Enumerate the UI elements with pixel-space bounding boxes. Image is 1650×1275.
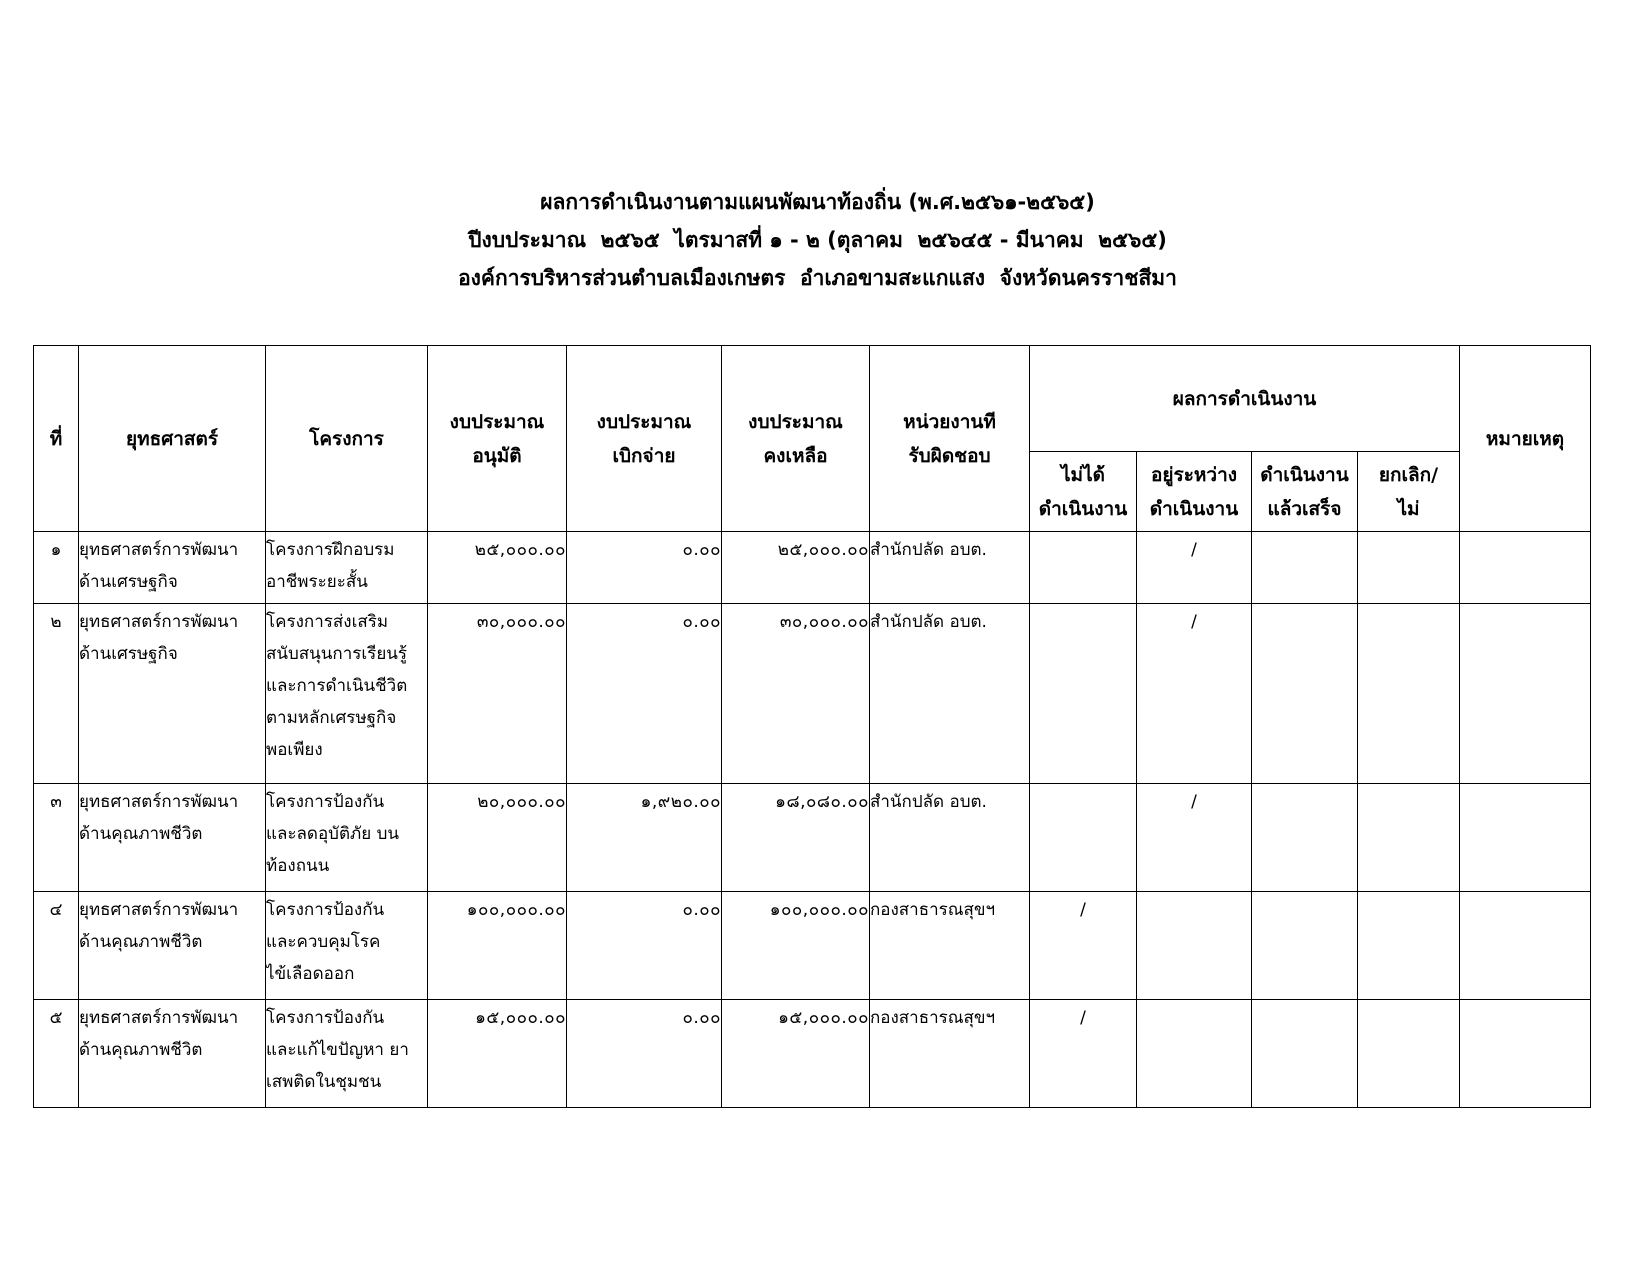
cell-disbursed: ๑,๙๒๐.๐๐ [567,784,722,892]
cell-remaining: ๑๕,๐๐๐.๐๐ [722,1000,870,1108]
header-approved-budget: งบประมาณ อนุมัติ [428,346,567,532]
table-row [34,532,1591,604]
table-row [34,604,1591,784]
cell-disbursed: ๐.๐๐ [567,532,722,604]
header-remaining-budget: งบประมาณ คงเหลือ [722,346,870,532]
cell-cancelled [1358,532,1460,604]
table-row [34,1000,1591,1108]
cell-not-done: / [1030,892,1137,1000]
cell-disbursed: ๐.๐๐ [567,604,722,784]
title-line-3: องค์การบริหารส่วนตำบลเมืองเกษตร อำเภอขามสะแกแสง จังหวัดนครราชสีมา [458,266,1177,290]
cell-remark [1460,784,1591,892]
cell-disbursed: ๐.๐๐ [567,892,722,1000]
cell-project: โครงการส่งเสริม สนับสนุนการเรียนรู้ และการดำเนินชีวิต ตามหลักเศรษฐกิจ พอเพียง [266,604,428,784]
cell-cancelled [1358,892,1460,1000]
cell-project: โครงการป้องกัน และลดอุบัติภัย บน ท้องถนน [266,784,428,892]
title-line-1: ผลการดำเนินงานตามแผนพัฒนาท้องถิ่น (พ.ศ.๒๕๖๑-๒๕๖๕) [540,190,1095,214]
cell-completed [1252,1000,1358,1108]
header-cancelled: ยกเลิก/ ไม่ [1358,452,1460,532]
cell-in-progress [1137,892,1252,1000]
cell-project: โครงการฝึกอบรม อาชีพระยะสั้น [266,532,428,604]
cell-remark [1460,604,1591,784]
cell-no: ๓ [34,784,79,892]
header-not-done: ไม่ได้ ดำเนินงาน [1030,452,1137,532]
cell-no: ๕ [34,1000,79,1108]
cell-not-done [1030,604,1137,784]
header-in-progress: อยู่ระหว่าง ดำเนินงาน [1137,452,1252,532]
cell-unit: กองสาธารณสุขฯ [870,1000,1030,1108]
title-line-2: ปีงบประมาณ ๒๕๖๕ ไตรมาสที่ ๑ - ๒ (ตุลาคม ๒๕๖๔๕ - มีนาคม ๒๕๖๕) [468,228,1167,252]
cell-unit: สำนักปลัด อบต. [870,784,1030,892]
cell-no: ๔ [34,892,79,1000]
cell-unit: กองสาธารณสุขฯ [870,892,1030,1000]
cell-completed [1252,532,1358,604]
cell-completed [1252,604,1358,784]
cell-unit: สำนักปลัด อบต. [870,532,1030,604]
cell-disbursed: ๐.๐๐ [567,1000,722,1108]
cell-completed [1252,784,1358,892]
cell-remaining: ๒๕,๐๐๐.๐๐ [722,532,870,604]
cell-remark [1460,892,1591,1000]
header-completed: ดำเนินงาน แล้วเสร็จ [1252,452,1358,532]
cell-project: โครงการป้องกัน และแก้ไขปัญหา ยา เสพติดในชุมชน [266,1000,428,1108]
cell-no: ๒ [34,604,79,784]
cell-completed [1252,892,1358,1000]
cell-remark [1460,532,1591,604]
cell-in-progress: / [1137,784,1252,892]
cell-unit: สำนักปลัด อบต. [870,604,1030,784]
cell-remaining: ๑๘,๐๘๐.๐๐ [722,784,870,892]
table-row [34,784,1591,892]
cell-approved: ๒๐,๐๐๐.๐๐ [428,784,567,892]
results-table [33,345,1591,1108]
cell-not-done [1030,784,1137,892]
header-no: ที่ [34,346,79,532]
cell-approved: ๓๐,๐๐๐.๐๐ [428,604,567,784]
cell-cancelled [1358,784,1460,892]
cell-cancelled [1358,604,1460,784]
cell-cancelled [1358,1000,1460,1108]
table-header [34,346,1591,532]
cell-remaining: ๓๐,๐๐๐.๐๐ [722,604,870,784]
report-title [0,183,1635,297]
header-strategy: ยุทธศาสตร์ [79,346,266,532]
cell-not-done [1030,532,1137,604]
header-project: โครงการ [266,346,428,532]
cell-remark [1460,1000,1591,1108]
cell-not-done: / [1030,1000,1137,1108]
cell-approved: ๑๐๐,๐๐๐.๐๐ [428,892,567,1000]
cell-approved: ๑๕,๐๐๐.๐๐ [428,1000,567,1108]
cell-remaining: ๑๐๐,๐๐๐.๐๐ [722,892,870,1000]
table-row [34,892,1591,1000]
cell-no: ๑ [34,532,79,604]
cell-in-progress: / [1137,604,1252,784]
header-result: ผลการดำเนินงาน [1030,346,1460,452]
cell-strategy: ยุทธศาสตร์การพัฒนา ด้านเศรษฐกิจ [79,604,266,784]
table-body [34,532,1591,1108]
cell-strategy: ยุทธศาสตร์การพัฒนา ด้านคุณภาพชีวิต [79,784,266,892]
cell-project: โครงการป้องกัน และควบคุมโรค ไข้เลือดออก [266,892,428,1000]
cell-approved: ๒๕,๐๐๐.๐๐ [428,532,567,604]
cell-in-progress [1137,1000,1252,1108]
header-responsible-unit: หน่วยงานที รับผิดชอบ [870,346,1030,532]
cell-in-progress: / [1137,532,1252,604]
cell-strategy: ยุทธศาสตร์การพัฒนา ด้านเศรษฐกิจ [79,532,266,604]
header-disbursed-budget: งบประมาณ เบิกจ่าย [567,346,722,532]
cell-strategy: ยุทธศาสตร์การพัฒนา ด้านคุณภาพชีวิต [79,1000,266,1108]
header-remark: หมายเหตุ [1460,346,1591,532]
cell-strategy: ยุทธศาสตร์การพัฒนา ด้านคุณภาพชีวิต [79,892,266,1000]
